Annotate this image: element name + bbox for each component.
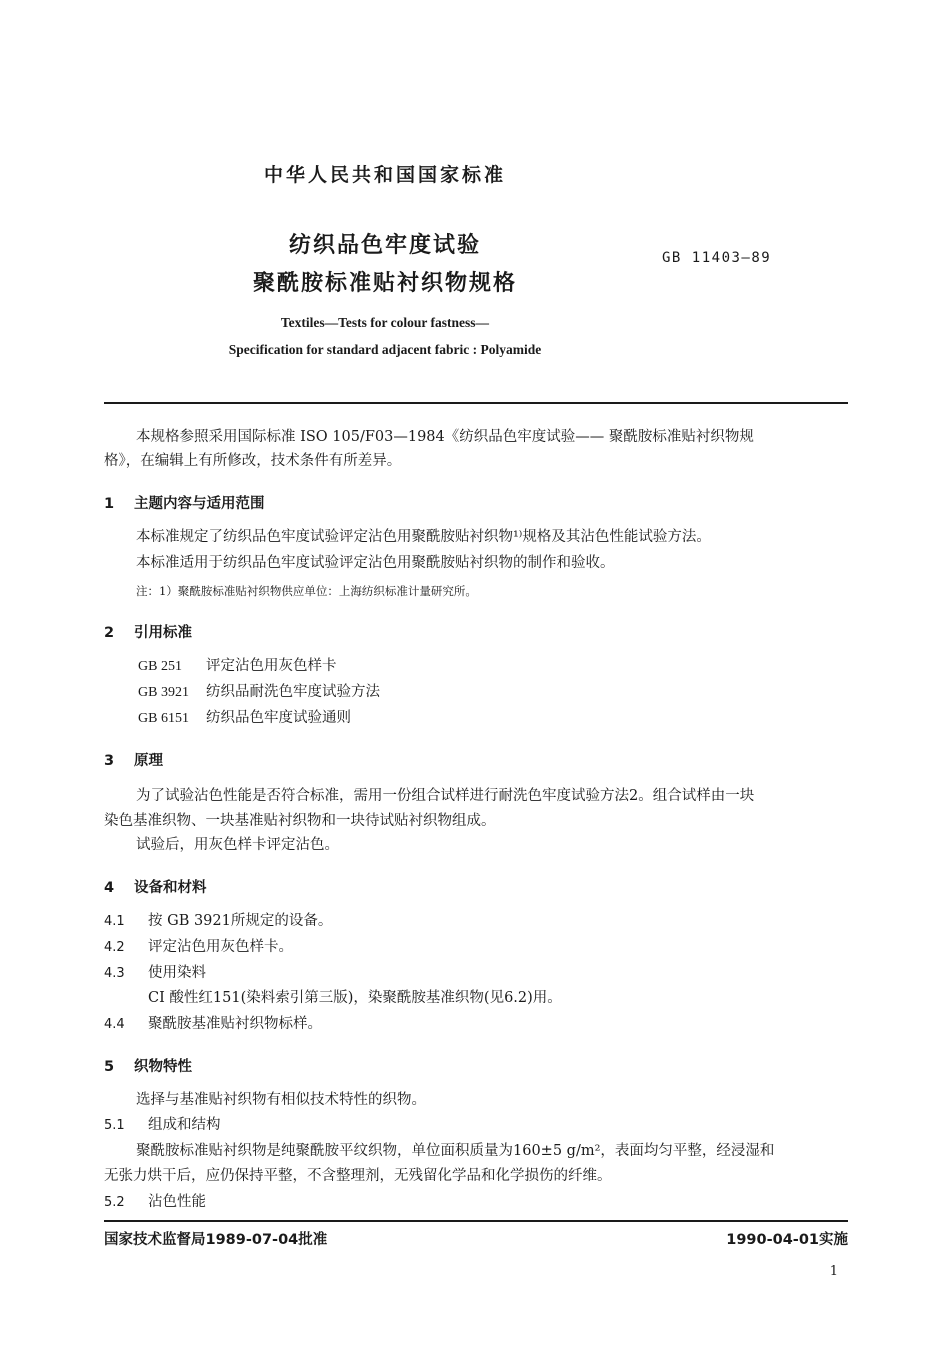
item-number: 5.1 <box>104 1118 125 1133</box>
page-number: 1 <box>829 1264 838 1279</box>
title-en-line2: Specification for standard adjacent fabric : Polyamide <box>228 342 542 357</box>
reference-item <box>138 657 337 676</box>
title-zh-line1: 纺织品色牢度试验 <box>288 233 481 258</box>
section-number: 2 <box>104 625 115 641</box>
reference-title: 纺织品色牢度试验通则 <box>206 710 351 726</box>
section-3-paragraph-1-line1: 为了试验沾色性能是否符合标准，需用一份组合试样进行耐洗色牢度试验方法2。组合试样由一块 <box>136 788 755 804</box>
item-text: 组成和结构 <box>148 1117 221 1133</box>
item-text: 沾色性能 <box>148 1194 206 1210</box>
title-zh-line2: 聚酰胺标准贴衬织物规格 <box>252 271 517 296</box>
reference-title: 评定沾色用灰色样卡 <box>206 658 337 674</box>
section-title: 原理 <box>134 753 163 769</box>
reference-item <box>138 709 351 728</box>
section-5-1-line1: 聚酰胺标准贴衬织物是纯聚酰胺平纹织物，单位面积质量为160±5 g/m²，表面均匀平整，经浸湿和 <box>136 1143 775 1159</box>
footer-divider <box>104 1220 848 1222</box>
section-title: 设备和材料 <box>134 880 207 896</box>
section-title: 织物特性 <box>134 1059 192 1075</box>
section-title: 引用标准 <box>134 625 192 641</box>
standard-type-heading: 中华人民共和国国家标准 <box>263 164 506 186</box>
header-divider <box>104 402 848 404</box>
gb-number: GB 11403—89 <box>662 250 772 266</box>
section-1-footnote: 注：1）聚酰胺标准贴衬织物供应单位：上海纺织标准计量研究所。 <box>136 584 477 598</box>
section-5-heading <box>104 1055 192 1076</box>
approval-statement: 国家技术监督局1989-07-04批准 <box>104 1232 328 1248</box>
reference-title: 纺织品耐洗色牢度试验方法 <box>206 684 380 700</box>
item-text: 聚酰胺基准贴衬织物标样。 <box>148 1016 322 1032</box>
section-number: 4 <box>104 880 115 896</box>
section-3-paragraph-1-line2: 染色基准织物、一块基准贴衬织物和一块待试贴衬织物组成。 <box>104 813 496 829</box>
section-3-paragraph-2: 试验后，用灰色样卡评定沾色。 <box>136 837 339 853</box>
item-number: 4.1 <box>104 914 125 929</box>
section-number: 1 <box>104 496 115 512</box>
section-5-1-line2: 无张力烘干后，应仍保持平整，不含整理剂，无残留化学品和化学损伤的纤维。 <box>104 1168 612 1184</box>
item-text: 按 GB 3921所规定的设备。 <box>148 913 333 929</box>
reference-code: GB 3921 <box>138 685 189 700</box>
section-1-paragraph-1: 本标准规定了纺织品色牢度试验评定沾色用聚酰胺贴衬织物¹⁾规格及其沾色性能试验方法。 <box>136 529 711 545</box>
section-5-1-heading <box>104 1116 221 1135</box>
section-4-item <box>104 964 206 983</box>
section-2-heading <box>104 621 192 642</box>
reference-item <box>138 683 380 702</box>
item-text: 使用染料 <box>148 965 206 981</box>
dye-specification: CI 酸性红151(染料索引第三版)，染聚酰胺基准织物(见6.2)用。 <box>148 990 562 1006</box>
section-4-item <box>104 1015 322 1034</box>
section-number: 5 <box>104 1059 115 1075</box>
item-number: 5.2 <box>104 1195 125 1210</box>
section-number: 3 <box>104 753 115 769</box>
section-4-item <box>104 912 332 931</box>
section-5-paragraph-1: 选择与基准贴衬织物有相似技术特性的织物。 <box>136 1092 426 1108</box>
item-number: 4.3 <box>104 966 125 981</box>
intro-line2: 格》，在编辑上有所修改，技术条件有所差异。 <box>104 453 402 469</box>
section-5-2-heading <box>104 1193 206 1212</box>
section-4-item <box>104 938 293 957</box>
reference-code: GB 6151 <box>138 711 189 726</box>
item-number: 4.4 <box>104 1017 125 1032</box>
title-en-line1: Textiles—Tests for colour fastness— <box>280 315 490 330</box>
item-text: 评定沾色用灰色样卡。 <box>148 939 293 955</box>
section-1-paragraph-2: 本标准适用于纺织品色牢度试验评定沾色用聚酰胺贴衬织物的制作和验收。 <box>136 555 615 571</box>
section-3-heading <box>104 749 163 770</box>
item-number: 4.2 <box>104 940 125 955</box>
section-title: 主题内容与适用范围 <box>134 496 265 512</box>
effective-date: 1990-04-01实施 <box>726 1232 848 1248</box>
section-4-heading <box>104 876 207 897</box>
reference-code: GB 251 <box>138 659 182 674</box>
intro-line1: 本规格参照采用国际标准 ISO 105/F03—1984《纺织品色牢度试验—— 聚酰胺标准贴衬织物规 <box>136 429 754 445</box>
section-1-heading <box>104 492 265 513</box>
